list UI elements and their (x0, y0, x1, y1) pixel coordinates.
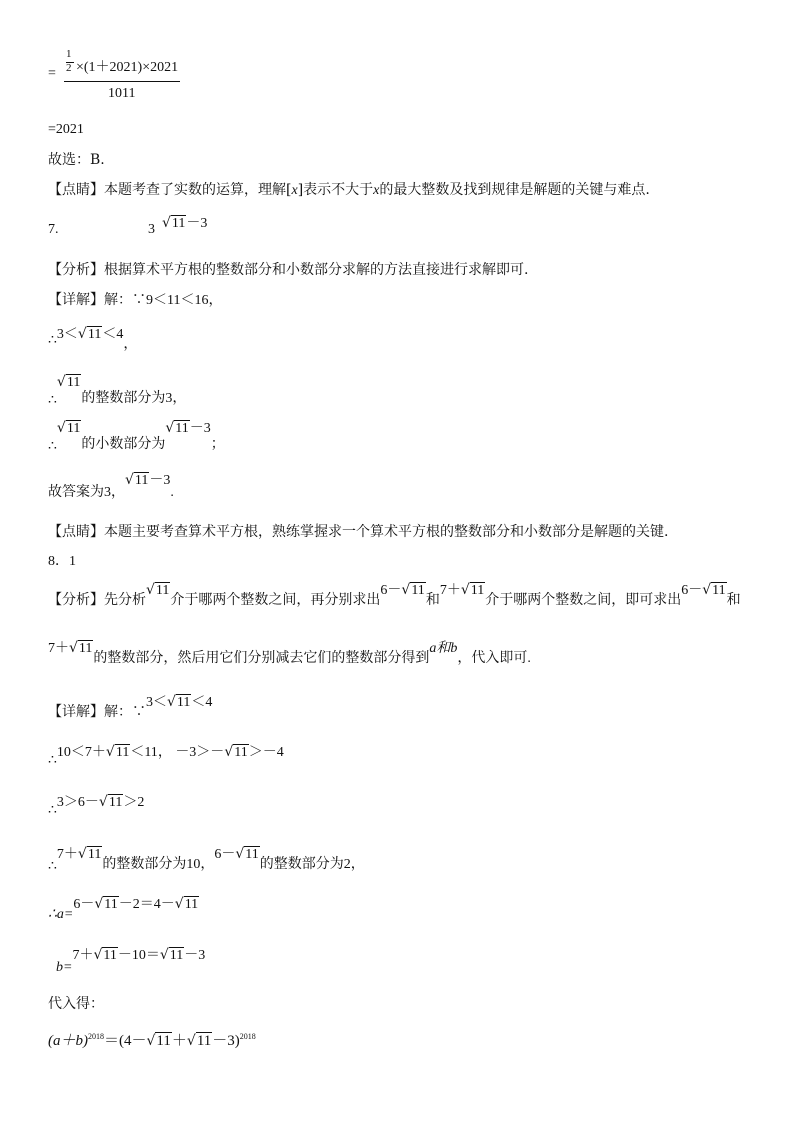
inequality: 9＜11＜16， (146, 293, 223, 308)
var-x: x (291, 183, 298, 198)
comment-text: 本题考查了实数的运算，理解[ (104, 182, 292, 198)
q8-step-2: ∴3＞6－√11＞2 (48, 794, 145, 818)
q8-final: $(a+b)^{2018}=(4-√11+√11-3)^{2018}$ (48, 1032, 256, 1049)
sqrt: √11 (174, 896, 199, 912)
half-denominator: 2 (66, 62, 72, 74)
sqrt: √11 (125, 472, 149, 488)
q8-analysis-line-2: 7＋√11的整数部分，然后用它们分别减去它们的整数部分得到a和b，代入即可. (48, 640, 531, 666)
q7-conclusion: 故答案为3，√11－3. (48, 472, 174, 500)
choice-line: 故选：B. (48, 152, 105, 168)
analysis-tag: 【分析】 (48, 262, 104, 278)
sqrt: √11 (460, 582, 485, 598)
q8-detail: 【详解】解：∵3＜√11＜4 (48, 694, 213, 720)
sqrt: √11 (98, 794, 123, 810)
sqrt: √11 (224, 744, 248, 760)
half-numerator: 1 (66, 48, 72, 60)
q7-analysis (48, 262, 528, 279)
q8-step-3: ∴7＋√11的整数部分为10，6－√11的整数部分为2， (48, 846, 365, 874)
q7-comment (48, 524, 668, 541)
q8-a-value: ∴a=6－√11－2＝4－√11 (48, 896, 199, 922)
comment-tag: 【点睛】 (48, 182, 104, 198)
q8-analysis-line-1: 【分析】先分析√11介于哪两个整数之间，再分别求出6－√11和7＋√11介于哪两个整数之间，即可求出6－√11和 (48, 582, 741, 608)
sqrt: √11 (146, 1033, 171, 1049)
q8-substitute: 代入得： (48, 996, 104, 1012)
q7-answer-1: 3 (148, 222, 155, 237)
sqrt: √11 (56, 374, 81, 390)
main-fraction-bar (64, 81, 180, 82)
sqrt: √11 (186, 1033, 212, 1049)
var-x: x (373, 183, 380, 198)
comment-text: 的最大整数及找到规律是解题的关键与难点. (379, 182, 650, 198)
sqrt: √11 (69, 640, 93, 656)
q8-step-1: ∴10＜7＋√11＜11， －3＞－√11＞－4 (48, 744, 284, 768)
sqrt: √11 (77, 846, 102, 862)
analysis-text: 根据算术平方根的整数部分和小数部分求解的方法直接进行求解即可. (104, 262, 529, 278)
sqrt: √11 (702, 582, 726, 598)
sqrt: √11 (94, 896, 118, 912)
comment-tag: 【点睛】 (48, 524, 104, 540)
sqrt: √11 (235, 846, 259, 862)
q7-detail: 【详解】解：∵9＜11＜16， (48, 292, 223, 308)
a-and-b: a和b (429, 641, 458, 656)
fraction-equals: = (48, 66, 56, 81)
detail-tag: 【详解】 (48, 705, 104, 720)
detail-tag: 【详解】 (48, 292, 104, 308)
sqrt: √11 (159, 947, 184, 963)
sqrt: √11 (165, 420, 189, 436)
fraction-numerator-rest: ×(1＋2021)×2021 (76, 60, 179, 75)
sqrt: √11 (105, 744, 130, 760)
q8-number: 8．1 (48, 554, 76, 569)
fraction-denominator: 1011 (108, 86, 136, 101)
sqrt: √11 (77, 326, 102, 342)
q6-comment (48, 182, 650, 200)
result-line: =2021 (48, 122, 84, 137)
sqrt: √11 (167, 694, 191, 710)
q7-step-2: ∴√11的整数部分为3， (48, 374, 187, 408)
sqrt: √11 (56, 420, 81, 436)
sqrt: √11 (146, 582, 170, 598)
q8-b-value: b=7＋√11－10＝√11－3 (56, 947, 206, 975)
comment-text: 本题主要考查算术平方根，熟练掌握求一个算术平方根的整数部分和小数部分是解题的关键. (104, 524, 669, 540)
sqrt: √11 (162, 215, 186, 231)
q7-answer-2: √11－3 (162, 215, 208, 231)
q7-step-1: ∴3＜√11＜4， (48, 326, 138, 352)
analysis-tag: 【分析】 (48, 593, 104, 608)
sqrt: √11 (93, 947, 117, 963)
sqrt: √11 (401, 582, 425, 598)
comment-text: ]表示不大于 (297, 182, 374, 198)
q7-number: 7. (48, 222, 59, 237)
q7-step-3: ∴√11的小数部分为√11－3； (48, 420, 225, 454)
